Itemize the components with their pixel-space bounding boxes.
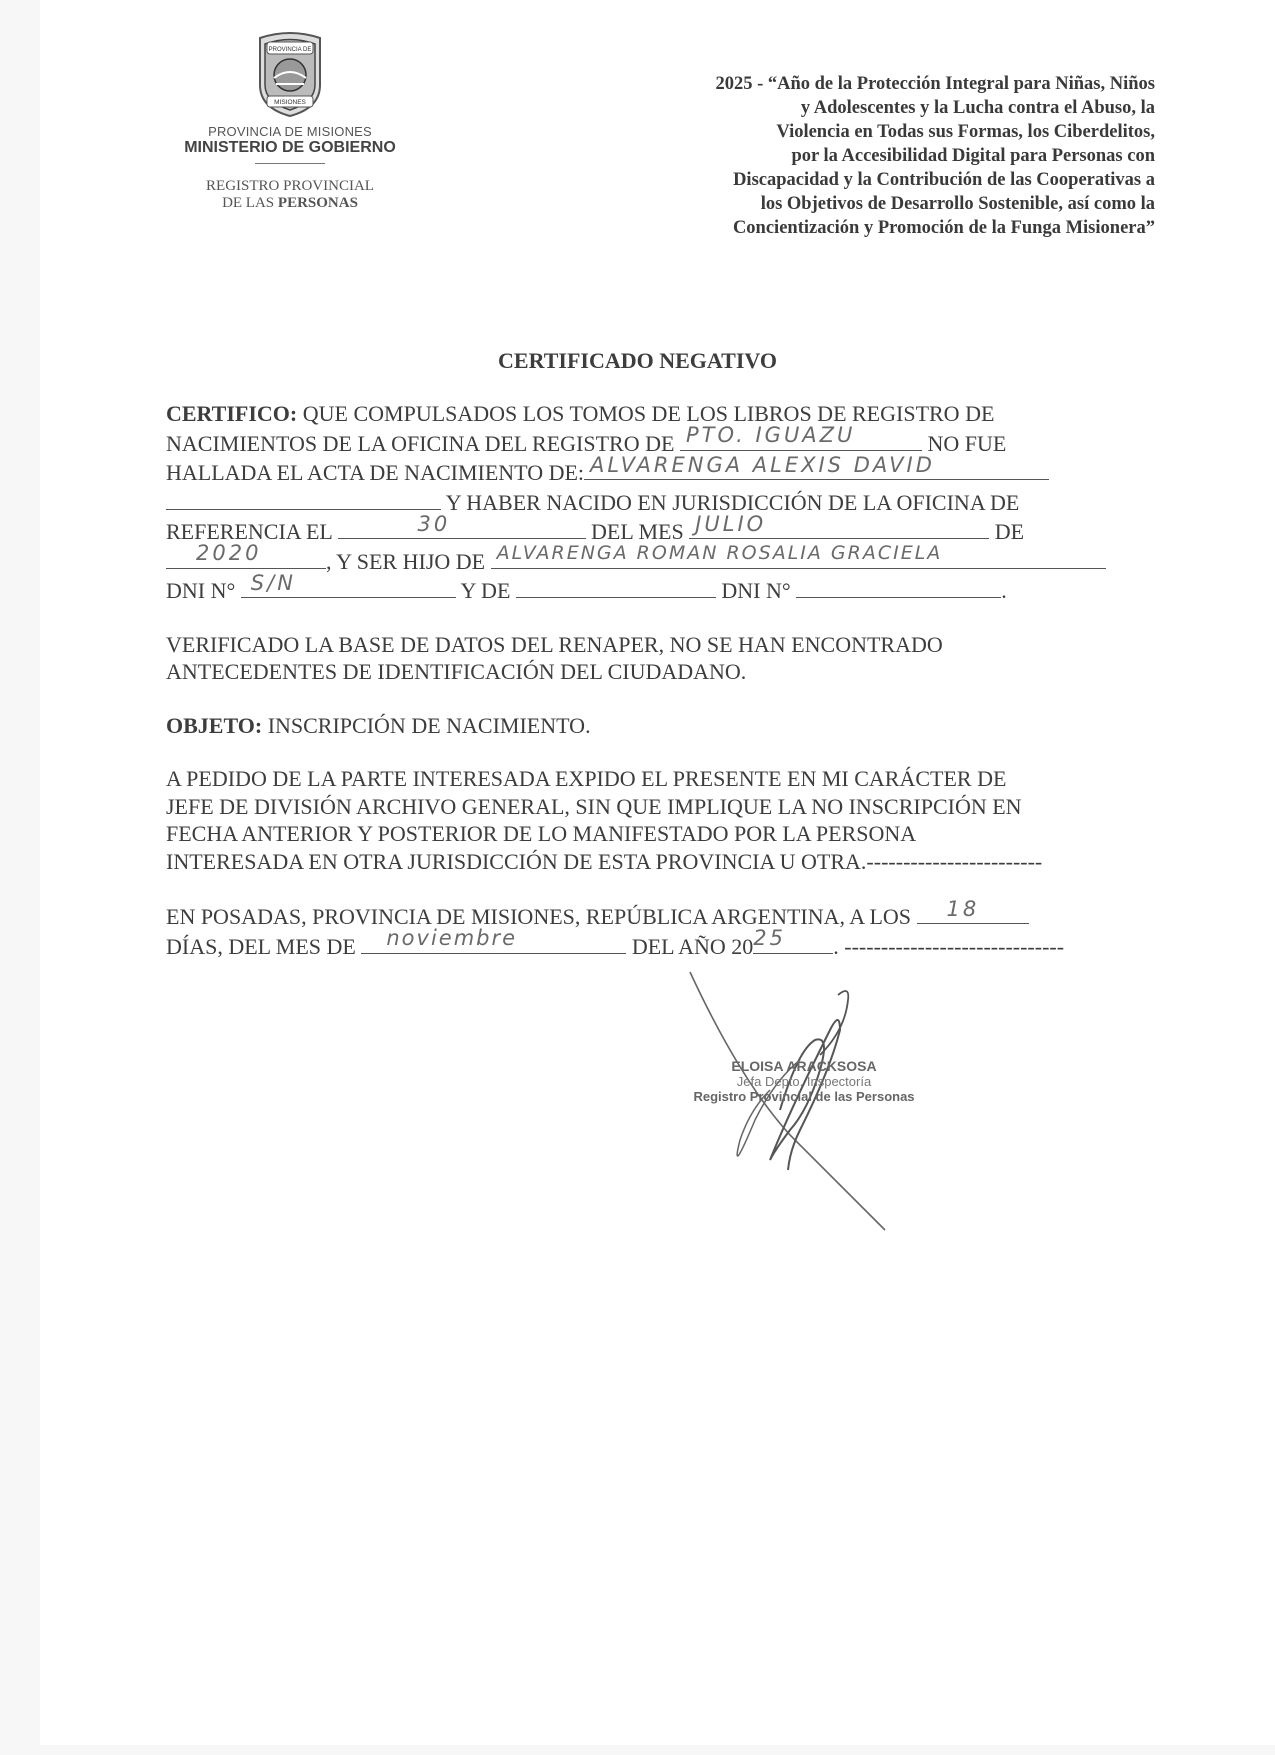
year-handwritten: 2020 <box>196 541 262 565</box>
issue-year-handwritten: 25 <box>753 926 786 950</box>
official-stamp <box>684 1058 924 1104</box>
pedido-line: INTERESADA EN OTRA JURISDICCIÓN DE ESTA PROVINCIA U OTRA.------------------------ <box>166 848 1043 874</box>
motto-line: Violencia en Todas sus Formas, los Ciberdelitos, <box>776 122 1155 142</box>
province-name: PROVINCIA DE MISIONES <box>208 124 372 139</box>
objeto-line <box>166 712 1166 740</box>
day-handwritten: 30 <box>417 511 451 536</box>
registry-line-2-prefix: DE LAS <box>222 195 275 211</box>
name-handwritten: ALVARENGA ALEXIS DAVID <box>590 452 935 477</box>
motto-line: 2025 - “Año de la Protección Integral para Niñas, Niños <box>715 74 1155 94</box>
issue-month-handwritten: noviembre <box>386 926 518 950</box>
lugar-text: DEL AÑO 20 <box>631 933 754 959</box>
certifico-line-3 <box>166 452 1166 487</box>
certifico-text: DNI N° <box>721 578 791 603</box>
certifico-text: DE <box>994 519 1025 544</box>
registry-line-2-bold: PERSONAS <box>277 195 358 211</box>
certifico-text: . <box>1001 578 1007 603</box>
document-title: CERTIFICADO NEGATIVO <box>498 348 777 373</box>
objeto-text: INSCRIPCIÓN DE NACIMIENTO. <box>267 712 591 738</box>
motto-line: los Objetivos de Desarrollo Sostenible, así como la <box>760 194 1155 214</box>
dni-field-2 <box>796 575 1001 598</box>
issue-day-field <box>917 896 1029 924</box>
seal-bottom-text: MISIONES <box>274 99 306 106</box>
issue-day-handwritten: 18 <box>946 896 980 921</box>
office-field <box>680 423 922 451</box>
day-field <box>338 511 586 539</box>
issue-year-field <box>753 926 833 954</box>
certifico-text: Y DE <box>460 578 511 603</box>
pedido-line: FECHA ANTERIOR Y POSTERIOR DE LO MANIFESTADO POR LA PERSONA <box>166 821 917 846</box>
province-seal-icon <box>245 30 335 120</box>
name-field-continued <box>166 487 441 510</box>
certifico-text: NACIMIENTOS DE LA OFICINA DEL REGISTRO DE <box>166 430 675 456</box>
certifico-text: DNI N° <box>166 578 236 603</box>
year-field <box>166 541 326 569</box>
certifico-line-1 <box>166 400 1166 428</box>
parent-field <box>491 542 1106 569</box>
objeto-paragraph <box>166 712 1166 740</box>
lugar-line-2 <box>166 926 1166 961</box>
pedido-line: JEFE DE DIVISIÓN ARCHIVO GENERAL, SIN QUE IMPLIQUE LA NO INSCRIPCIÓN EN <box>166 793 1022 819</box>
certifico-label: CERTIFICO: <box>166 401 298 426</box>
motto-line: Discapacidad y la Contribución de las Cooperativas a <box>733 170 1155 190</box>
dni-handwritten: S/N <box>250 570 296 595</box>
motto-line: por la Accesibilidad Digital para Personas con <box>791 146 1155 166</box>
parent-handwritten: ALVARENGA ROMAN ROSALIA GRACIELA <box>496 542 943 564</box>
header-divider <box>255 163 325 164</box>
motto-line: y Adolescentes y la Lucha contra el Abuso, la <box>800 98 1155 118</box>
stamp-role: Jefa Depto. Inspectoría <box>736 1074 872 1089</box>
dni-field-1 <box>241 570 456 598</box>
lugar-paragraph <box>166 896 1166 960</box>
seal-top-text: PROVINCIA DE <box>268 47 312 53</box>
certifico-text: QUE COMPULSADOS LOS TOMOS DE LOS LIBROS DE REGISTRO DE <box>302 401 995 426</box>
lugar-text: EN POSADAS, PROVINCIA DE MISIONES, REPÚBLICA ARGENTINA, A LOS <box>166 904 912 929</box>
month-handwritten: JULIO <box>695 511 767 536</box>
certifico-text: REFERENCIA EL <box>166 519 333 544</box>
certifico-text: DEL MES <box>591 519 684 544</box>
verificado-paragraph <box>166 631 1166 686</box>
year-motto <box>520 72 1155 240</box>
second-parent-field <box>516 575 716 598</box>
certifico-line-6 <box>166 541 1166 576</box>
certifico-text: HALLADA EL ACTA DE NACIMIENTO DE: <box>166 460 585 485</box>
certifico-line-7 <box>166 570 1166 605</box>
verificado-line: ANTECEDENTES DE IDENTIFICACIÓN DEL CIUDADANO. <box>166 659 747 684</box>
institution-header <box>170 30 410 212</box>
objeto-label: OBJETO: <box>166 712 263 738</box>
ministry-name: MINISTERIO DE GOBIERNO <box>184 139 396 156</box>
certifico-text: Y HABER NACIDO EN JURISDICCIÓN DE LA OFICINA DE <box>445 489 1020 515</box>
pedido-paragraph <box>166 765 1166 875</box>
certifico-line-4 <box>166 487 1166 517</box>
month-field <box>689 511 989 539</box>
name-field <box>584 452 1049 480</box>
registry-line-2 <box>170 195 410 212</box>
certificate-body <box>166 400 1166 960</box>
office-handwritten: PTO. IGUAZU <box>685 423 856 447</box>
stamp-name: ELOISA ARACKSOSA <box>731 1058 877 1074</box>
lugar-line-1 <box>166 896 1166 931</box>
verificado-line: VERIFICADO LA BASE DE DATOS DEL RENAPER, NO SE HAN ENCONTRADO <box>166 631 943 657</box>
lugar-text: DÍAS, DEL MES DE <box>166 933 356 959</box>
registry-line-1: REGISTRO PROVINCIAL <box>206 178 374 194</box>
certifico-text: NO FUE <box>927 430 1007 456</box>
stamp-office: Registro Provincial de las Personas <box>693 1089 915 1104</box>
certifico-text: , Y SER HIJO DE <box>326 548 486 574</box>
issue-month-field <box>361 926 626 954</box>
lugar-text: . ------------------------------ <box>833 933 1065 959</box>
pedido-line: A PEDIDO DE LA PARTE INTERESADA EXPIDO EL PRESENTE EN MI CARÁCTER DE <box>166 766 1007 791</box>
motto-line: Concientización y Promoción de la Funga Misionera” <box>732 218 1155 238</box>
